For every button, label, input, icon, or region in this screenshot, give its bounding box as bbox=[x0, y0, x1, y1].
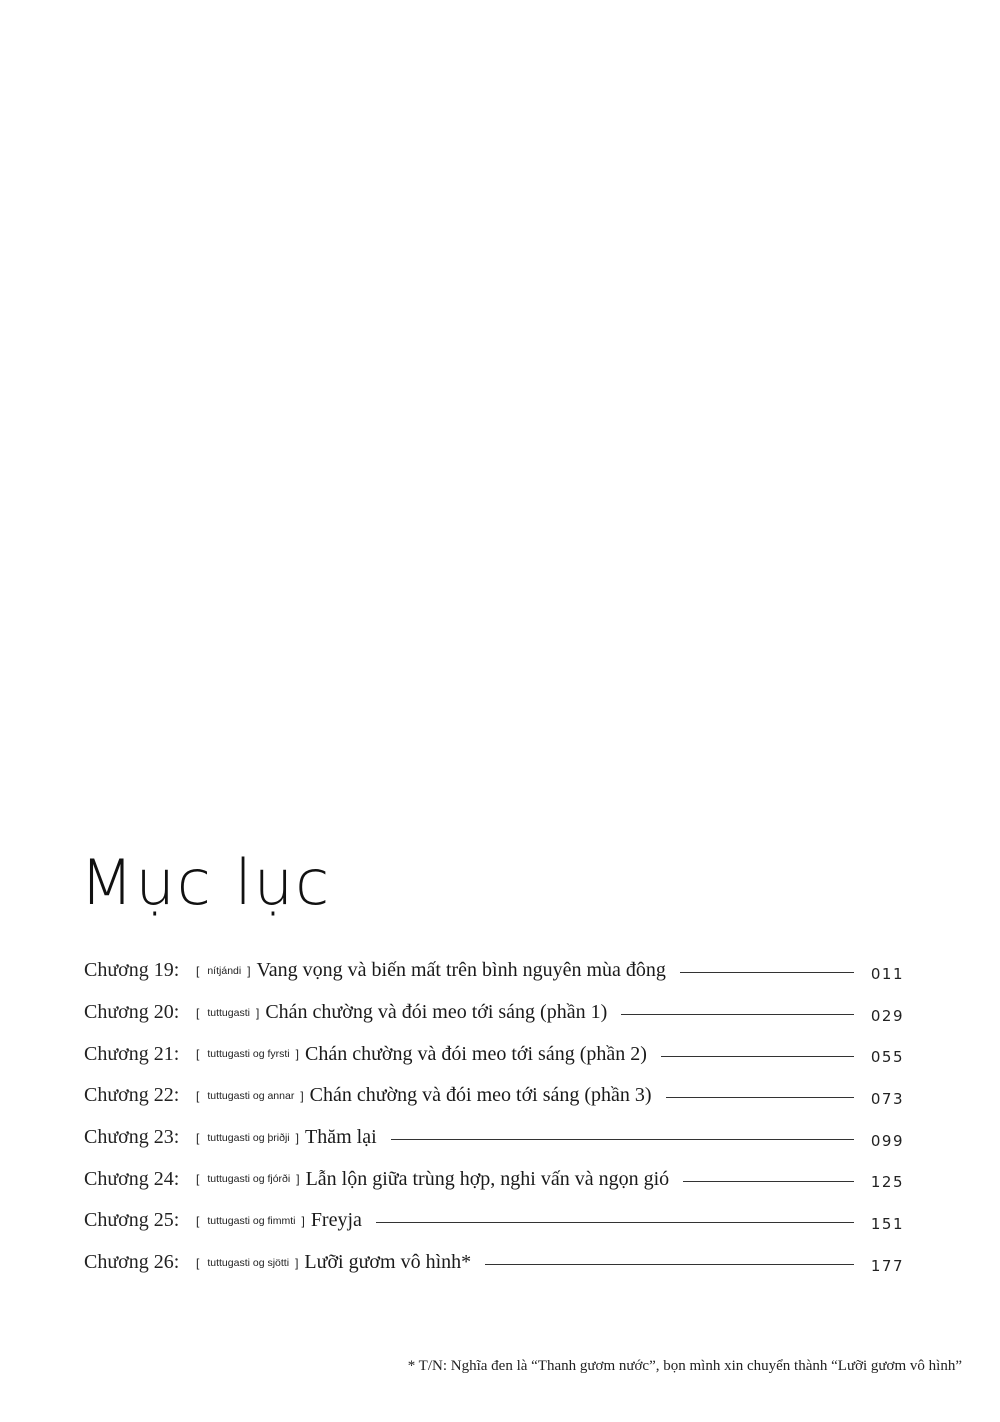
toc-entry-23 bbox=[84, 1117, 904, 1159]
chapter-number: Chương 20: bbox=[84, 1001, 180, 1024]
chapter-number: Chương 26: bbox=[84, 1251, 180, 1274]
chapter-norse-number: nítjándi bbox=[207, 964, 242, 977]
leader-line bbox=[376, 1222, 854, 1223]
chapter-title: Lẫn lộn giữa trùng hợp, nghi vấn và ngọn gió bbox=[305, 1167, 670, 1190]
leader-line bbox=[666, 1097, 854, 1098]
bracket-open: [ bbox=[196, 1213, 200, 1228]
page-number: 125 bbox=[870, 1173, 904, 1192]
chapter-norse-number: tuttugasti bbox=[207, 1006, 250, 1019]
bracket-close: ] bbox=[295, 1047, 299, 1062]
chapter-norse-number: tuttugasti og fyrsti bbox=[207, 1048, 290, 1061]
page-number: 073 bbox=[870, 1089, 904, 1108]
page-number: 151 bbox=[870, 1214, 904, 1233]
bracket-open: [ bbox=[196, 1172, 200, 1187]
leader-line bbox=[680, 972, 854, 973]
bracket-open: [ bbox=[196, 963, 200, 978]
chapter-title: Vang vọng và biến mất trên bình nguyên mùa đông bbox=[256, 959, 666, 982]
chapter-title: Chán chường và đói meo tới sáng (phần 1) bbox=[265, 1001, 608, 1024]
chapter-title: Thăm lại bbox=[305, 1126, 377, 1149]
chapter-norse-number: tuttugasti og annar bbox=[207, 1089, 295, 1102]
chapter-number: Chương 21: bbox=[84, 1042, 180, 1065]
bracket-open: [ bbox=[196, 1047, 200, 1062]
chapter-norse-number: tuttugasti og fjórði bbox=[207, 1173, 291, 1186]
leader-line bbox=[485, 1264, 854, 1265]
bracket-close: ] bbox=[296, 1172, 300, 1187]
leader-line bbox=[391, 1139, 854, 1140]
chapter-title: Chán chường và đói meo tới sáng (phần 3) bbox=[309, 1084, 652, 1107]
page-number: 029 bbox=[870, 1006, 904, 1025]
bracket-open: [ bbox=[196, 1130, 200, 1145]
toc-entry-21 bbox=[84, 1033, 904, 1075]
chapter-title: Lưỡi gươm vô hình* bbox=[304, 1251, 472, 1274]
bracket-close: ] bbox=[301, 1213, 305, 1228]
toc-entry-22 bbox=[84, 1075, 904, 1117]
bracket-open: [ bbox=[196, 1088, 200, 1103]
page-number: 177 bbox=[870, 1256, 904, 1275]
chapter-title: Freyja bbox=[310, 1209, 362, 1232]
bracket-close: ] bbox=[300, 1088, 304, 1103]
page-number: 099 bbox=[870, 1131, 904, 1150]
chapter-number: Chương 23: bbox=[84, 1126, 180, 1149]
bracket-close: ] bbox=[295, 1255, 299, 1270]
bracket-close: ] bbox=[295, 1130, 299, 1145]
bracket-open: [ bbox=[196, 1005, 200, 1020]
translator-footnote: * T/N: Nghĩa đen là “Thanh gươm nước”, bọn mình xin chuyển thành “Lưỡi gươm vô hình” bbox=[407, 1358, 962, 1374]
chapter-number: Chương 19: bbox=[84, 959, 180, 982]
toc-list bbox=[84, 950, 904, 1284]
page-number: 055 bbox=[870, 1048, 904, 1067]
toc-entry-19 bbox=[84, 950, 904, 992]
toc-title: Mục lục bbox=[80, 846, 332, 919]
chapter-norse-number: tuttugasti og þriðji bbox=[207, 1131, 290, 1144]
chapter-number: Chương 22: bbox=[84, 1084, 180, 1107]
chapter-norse-number: tuttugasti og sjötti bbox=[207, 1256, 290, 1269]
chapter-number: Chương 24: bbox=[84, 1167, 180, 1190]
bracket-close: ] bbox=[247, 963, 251, 978]
toc-entry-20 bbox=[84, 992, 904, 1034]
page-number: 011 bbox=[870, 964, 904, 983]
chapter-title: Chán chường và đói meo tới sáng (phần 2) bbox=[304, 1042, 647, 1065]
leader-line bbox=[683, 1181, 854, 1182]
bracket-open: [ bbox=[196, 1255, 200, 1270]
bracket-close: ] bbox=[255, 1005, 260, 1020]
toc-entry-25 bbox=[84, 1200, 904, 1242]
toc-entry-26 bbox=[84, 1242, 904, 1284]
toc-entry-24 bbox=[84, 1158, 904, 1200]
leader-line bbox=[661, 1056, 854, 1057]
chapter-norse-number: tuttugasti og fimmti bbox=[207, 1214, 296, 1227]
chapter-number: Chương 25: bbox=[84, 1209, 180, 1232]
leader-line bbox=[621, 1014, 854, 1015]
